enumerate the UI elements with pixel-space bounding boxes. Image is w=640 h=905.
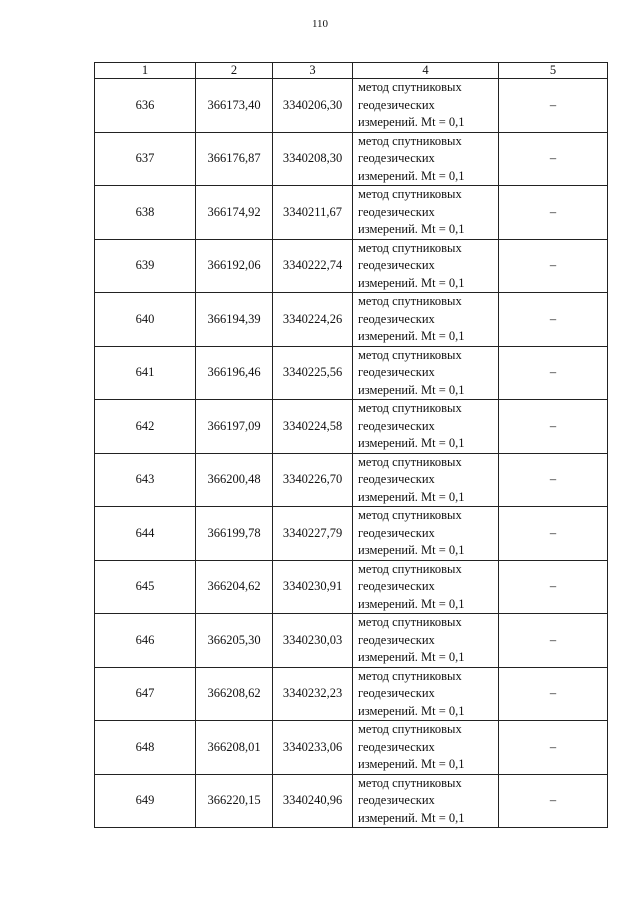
y-coordinate-cell: 3340224,26 (273, 293, 353, 347)
point-number-cell: 645 (95, 560, 196, 614)
method-cell (353, 132, 499, 186)
x-coordinate-cell: 366192,06 (196, 239, 273, 293)
header-col-5: 5 (499, 63, 608, 79)
y-coordinate-cell: 3340225,56 (273, 346, 353, 400)
method-line: метод спутниковых (358, 668, 462, 683)
x-coordinate-cell: 366173,40 (196, 79, 273, 133)
point-number-cell: 644 (95, 507, 196, 561)
method-line: метод спутниковых (358, 615, 462, 629)
y-coordinate-cell: 3340211,67 (273, 186, 353, 240)
method-cell (353, 774, 499, 828)
y-coordinate-cell: 3340240,96 (273, 774, 353, 828)
x-coordinate-cell: 366196,46 (196, 346, 273, 400)
table-row (95, 239, 608, 293)
description-cell: – (499, 560, 608, 614)
description-cell: – (499, 293, 608, 347)
page-number: 110 (311, 18, 329, 30)
method-cell (353, 239, 499, 293)
method-line: метод спутниковых (358, 133, 462, 148)
x-coordinate-cell: 366194,39 (196, 293, 273, 347)
method-line: метод спутниковых (358, 187, 462, 201)
table-row (95, 774, 608, 828)
point-number-cell: 637 (95, 132, 196, 186)
description-cell: – (499, 346, 608, 400)
method-line: метод спутниковых (358, 347, 462, 362)
method-cell (353, 186, 499, 240)
method-line: измерений. Mt = 0,1 (358, 222, 465, 236)
method-line: измерений. Mt = 0,1 (358, 757, 465, 771)
description-cell: – (499, 453, 608, 507)
method-line: геодезических (358, 365, 435, 379)
point-number-cell: 649 (95, 774, 196, 828)
method-line: метод спутниковых (358, 508, 462, 522)
method-line: метод спутниковых (358, 722, 462, 736)
table-header-row (95, 63, 608, 79)
method-cell (353, 560, 499, 614)
point-number-cell: 647 (95, 667, 196, 721)
table-row (95, 507, 608, 561)
method-line: измерений. Mt = 0,1 (358, 596, 465, 611)
method-line: измерений. Mt = 0,1 (358, 703, 465, 718)
x-coordinate-cell: 366208,62 (196, 667, 273, 721)
method-line: метод спутниковых (358, 401, 462, 415)
x-coordinate-cell: 366174,92 (196, 186, 273, 240)
method-cell (353, 400, 499, 454)
point-number-cell: 640 (95, 293, 196, 347)
method-line: измерений. Mt = 0,1 (358, 810, 465, 825)
header-col-3: 3 (273, 63, 353, 79)
description-cell: – (499, 400, 608, 454)
description-cell: – (499, 186, 608, 240)
description-cell: – (499, 667, 608, 721)
y-coordinate-cell: 3340232,23 (273, 667, 353, 721)
method-line: геодезических (358, 204, 435, 219)
x-coordinate-cell: 366205,30 (196, 614, 273, 668)
method-line: метод спутниковых (358, 240, 462, 255)
x-coordinate-cell: 366176,87 (196, 132, 273, 186)
point-number-cell: 643 (95, 453, 196, 507)
table-row (95, 79, 608, 133)
method-line: геодезических (358, 418, 435, 433)
table-row (95, 721, 608, 775)
y-coordinate-cell: 3340230,03 (273, 614, 353, 668)
point-number-cell: 642 (95, 400, 196, 454)
method-line: измерений. Mt = 0,1 (358, 329, 465, 343)
point-number-cell: 648 (95, 721, 196, 775)
method-line: геодезических (358, 525, 435, 540)
method-line: метод спутниковых (358, 454, 462, 469)
x-coordinate-cell: 366200,48 (196, 453, 273, 507)
x-coordinate-cell: 366208,01 (196, 721, 273, 775)
header-col-1: 1 (95, 63, 196, 79)
table-body (95, 79, 608, 828)
method-cell (353, 507, 499, 561)
method-line: геодезических (358, 258, 435, 272)
y-coordinate-cell: 3340230,91 (273, 560, 353, 614)
point-number-cell: 646 (95, 614, 196, 668)
method-line: геодезических (358, 739, 435, 754)
method-line: измерений. Mt = 0,1 (358, 650, 465, 664)
x-coordinate-cell: 366197,09 (196, 400, 273, 454)
table-row (95, 614, 608, 668)
method-line: геодезических (358, 579, 435, 593)
method-line: геодезических (358, 632, 435, 647)
method-cell (353, 721, 499, 775)
method-line: геодезических (358, 97, 435, 112)
y-coordinate-cell: 3340233,06 (273, 721, 353, 775)
method-cell (353, 293, 499, 347)
y-coordinate-cell: 3340206,30 (273, 79, 353, 133)
method-line: геодезических (358, 472, 435, 486)
method-line: измерений. Mt = 0,1 (358, 543, 465, 557)
header-col-4: 4 (353, 63, 499, 79)
point-number-cell: 639 (95, 239, 196, 293)
method-line: измерений. Mt = 0,1 (358, 382, 465, 397)
method-line: метод спутниковых (358, 80, 462, 94)
method-cell (353, 346, 499, 400)
method-line: метод спутниковых (358, 775, 462, 790)
table-row (95, 186, 608, 240)
method-line: метод спутниковых (358, 294, 462, 308)
y-coordinate-cell: 3340226,70 (273, 453, 353, 507)
description-cell: – (499, 132, 608, 186)
method-cell (353, 667, 499, 721)
point-number-cell: 636 (95, 79, 196, 133)
table-row (95, 453, 608, 507)
header-col-2: 2 (196, 63, 273, 79)
y-coordinate-cell: 3340208,30 (273, 132, 353, 186)
method-line: измерений. Mt = 0,1 (358, 275, 465, 290)
y-coordinate-cell: 3340224,58 (273, 400, 353, 454)
method-line: геодезических (358, 793, 435, 807)
table-row (95, 346, 608, 400)
method-line: измерений. Mt = 0,1 (358, 489, 465, 504)
y-coordinate-cell: 3340227,79 (273, 507, 353, 561)
point-number-cell: 641 (95, 346, 196, 400)
table-row (95, 667, 608, 721)
table-row (95, 132, 608, 186)
description-cell: – (499, 614, 608, 668)
description-cell: – (499, 507, 608, 561)
method-line: геодезических (358, 151, 435, 165)
method-cell (353, 614, 499, 668)
method-cell (353, 79, 499, 133)
x-coordinate-cell: 366199,78 (196, 507, 273, 561)
table-row (95, 293, 608, 347)
point-number-cell: 638 (95, 186, 196, 240)
description-cell: – (499, 239, 608, 293)
coordinates-table (94, 62, 608, 828)
description-cell: – (499, 79, 608, 133)
method-line: геодезических (358, 686, 435, 700)
description-cell: – (499, 721, 608, 775)
table-row (95, 560, 608, 614)
method-line: геодезических (358, 311, 435, 326)
method-line: измерений. Mt = 0,1 (358, 436, 465, 450)
table-row (95, 400, 608, 454)
description-cell: – (499, 774, 608, 828)
x-coordinate-cell: 366220,15 (196, 774, 273, 828)
method-line: измерений. Mt = 0,1 (358, 168, 465, 183)
y-coordinate-cell: 3340222,74 (273, 239, 353, 293)
method-line: измерений. Mt = 0,1 (358, 115, 465, 129)
x-coordinate-cell: 366204,62 (196, 560, 273, 614)
method-cell (353, 453, 499, 507)
method-line: метод спутниковых (358, 561, 462, 576)
